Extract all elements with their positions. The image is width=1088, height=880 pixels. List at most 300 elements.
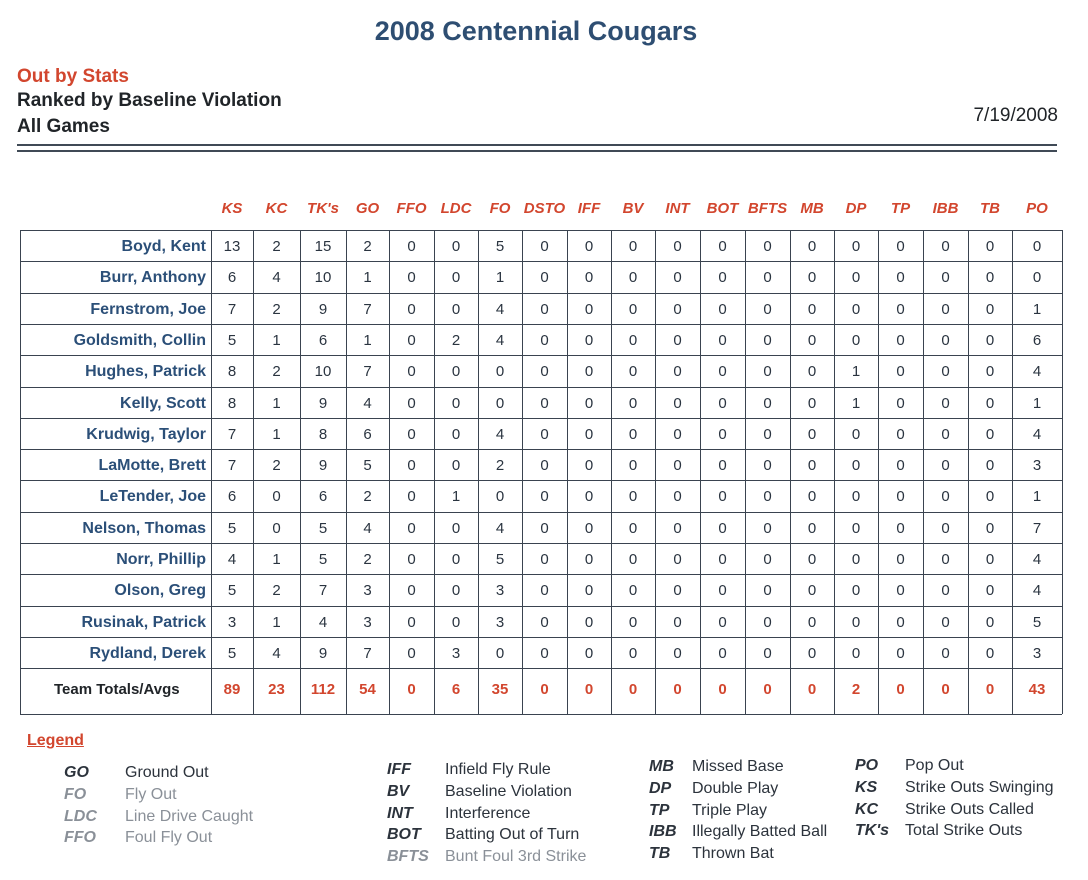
stat-cell: 0	[941, 425, 950, 443]
stat-cell: 0	[451, 519, 461, 537]
stat-cell: 0	[673, 269, 682, 287]
stat-cell: 0	[673, 457, 682, 475]
stat-cell: 0	[673, 613, 682, 631]
player-name: Goldsmith, Collin	[73, 331, 206, 349]
stat-cell: 2	[363, 551, 372, 568]
stat-cell: 6	[363, 425, 372, 443]
stat-cell: 0	[272, 519, 281, 537]
stat-cell: 0	[407, 519, 416, 537]
stat-cell: 7	[1032, 519, 1042, 537]
stat-cell: 0	[851, 425, 861, 443]
player-name: Burr, Anthony	[99, 269, 206, 287]
stat-cell: 6	[318, 488, 328, 506]
total-cell: 0	[896, 681, 905, 699]
player-name: Hughes, Patrick	[85, 363, 206, 381]
stat-cell: 0	[985, 363, 995, 381]
player-name: Norr, Phillip	[116, 551, 206, 568]
table-row	[20, 637, 1062, 668]
total-cell: 43	[1028, 681, 1046, 699]
legend-description: Ground Out	[125, 764, 209, 781]
stat-cell: 0	[673, 425, 682, 443]
stat-cell: 3	[451, 644, 461, 662]
stat-cell: 2	[272, 457, 281, 475]
legend-description: Baseline Violation	[445, 782, 572, 800]
stat-cell: 0	[540, 425, 549, 443]
stat-cell: 8	[227, 363, 237, 381]
stat-cell: 0	[628, 644, 638, 662]
stat-cell: 0	[985, 300, 995, 318]
stat-cell: 0	[985, 582, 995, 600]
stat-cell: 0	[718, 300, 727, 318]
column-header: BOT	[706, 200, 739, 217]
total-cell: 0	[985, 681, 995, 699]
stat-cell: 0	[540, 394, 549, 412]
legend-code: INT	[387, 804, 413, 822]
stat-cell: 0	[628, 582, 638, 600]
stat-cell: 0	[584, 519, 594, 537]
stat-cell: 1	[272, 551, 281, 568]
stat-cell: 4	[363, 394, 372, 412]
total-cell: 89	[223, 681, 241, 699]
stat-cell: 3	[363, 582, 372, 600]
stat-cell: 1	[272, 425, 281, 443]
legend-description: Total Strike Outs	[905, 822, 1023, 840]
stat-cell: 0	[896, 238, 905, 255]
stat-cell: 0	[584, 488, 594, 506]
stat-cell: 3	[227, 613, 237, 631]
stat-cell: 0	[1032, 238, 1042, 255]
stat-cell: 0	[896, 488, 905, 506]
stat-cell: 0	[628, 238, 638, 255]
stat-cell: 0	[673, 582, 682, 600]
stat-cell: 1	[272, 331, 281, 349]
stat-cell: 0	[673, 331, 682, 349]
stat-cell: 5	[227, 582, 237, 600]
stat-cell: 0	[628, 425, 638, 443]
stat-cell: 0	[540, 613, 549, 631]
stat-cell: 0	[807, 331, 817, 349]
stat-cell: 0	[407, 238, 416, 255]
stat-cell: 0	[540, 644, 549, 662]
stat-cell: 0	[272, 488, 281, 506]
total-cell: 112	[310, 681, 336, 699]
stat-cell: 3	[495, 613, 505, 631]
stat-cell: 0	[763, 269, 772, 287]
totals-row	[20, 668, 1062, 714]
stat-cell: 0	[807, 582, 817, 600]
legend-description: Line Drive Caught	[125, 807, 254, 825]
stat-cell: 0	[941, 331, 950, 349]
table-row	[20, 606, 1062, 637]
column-header: BV	[622, 200, 644, 217]
stat-cell: 0	[451, 425, 461, 443]
stat-cell: 7	[363, 363, 372, 381]
stat-cell: 0	[673, 394, 682, 412]
stat-cell: 0	[896, 613, 905, 631]
stat-cell: 0	[807, 644, 817, 662]
stat-cell: 0	[851, 519, 861, 537]
stat-cell: 0	[851, 488, 861, 506]
column-header: FO	[489, 200, 511, 217]
stat-cell: 0	[407, 582, 416, 600]
stat-cell: 5	[318, 519, 328, 537]
stat-cell: 0	[718, 644, 727, 662]
stat-cell: 10	[314, 363, 332, 381]
stat-cell: 0	[985, 488, 995, 506]
table-bottom-border	[20, 714, 1062, 715]
stat-cell: 3	[1032, 644, 1042, 662]
total-cell: 0	[941, 681, 950, 699]
stat-cell: 0	[584, 238, 594, 255]
legend-code: FO	[64, 785, 87, 803]
stat-cell: 0	[451, 613, 461, 631]
stat-cell: 0	[407, 551, 416, 568]
stat-cell: 0	[941, 519, 950, 537]
stat-cell: 0	[807, 363, 817, 381]
header-divider	[17, 144, 1057, 146]
legend-description: Thrown Bat	[692, 845, 774, 863]
stat-cell: 0	[896, 519, 905, 537]
total-cell: 0	[718, 681, 727, 699]
stat-cell: 0	[1032, 269, 1042, 287]
stat-cell: 0	[763, 300, 772, 318]
stat-cell: 0	[763, 519, 772, 537]
stat-cell: 0	[851, 457, 861, 475]
stat-cell: 4	[1032, 551, 1042, 568]
stat-cell: 9	[318, 457, 328, 475]
player-name: Boyd, Kent	[121, 238, 206, 255]
stat-cell: 4	[272, 269, 281, 287]
legend-description: Bunt Foul 3rd Strike	[445, 848, 587, 866]
stat-cell: 0	[540, 519, 549, 537]
stat-cell: 0	[718, 582, 727, 600]
stat-cell: 0	[628, 363, 638, 381]
stat-cell: 0	[851, 331, 861, 349]
stat-cell: 0	[763, 457, 772, 475]
stat-cell: 2	[272, 582, 281, 600]
stat-cell: 0	[451, 238, 461, 255]
stat-cell: 0	[584, 394, 594, 412]
stat-cell: 0	[540, 582, 549, 600]
column-header: KS	[221, 200, 243, 217]
stat-cell: 0	[851, 269, 861, 287]
legend-code: LDC	[64, 807, 97, 825]
stat-cell: 0	[763, 238, 772, 255]
stat-cell: 0	[896, 425, 905, 443]
stat-cell: 0	[763, 582, 772, 600]
stat-cell: 1	[851, 363, 861, 381]
stat-cell: 0	[807, 551, 817, 568]
stat-cell: 6	[227, 488, 237, 506]
stat-cell: 0	[718, 394, 727, 412]
stat-cell: 0	[540, 300, 549, 318]
column-header: PO	[1026, 200, 1048, 217]
stat-cell: 1	[1032, 394, 1042, 412]
player-name: Nelson, Thomas	[82, 519, 206, 537]
legend-code: MB	[649, 758, 674, 775]
total-cell: 0	[807, 681, 817, 699]
table-row	[20, 324, 1062, 355]
stat-cell: 4	[227, 551, 237, 568]
stat-cell: 7	[318, 582, 328, 600]
total-cell: 0	[763, 681, 772, 699]
legend-description: Double Play	[692, 779, 779, 797]
stat-cell: 0	[896, 300, 905, 318]
stat-cell: 0	[407, 331, 416, 349]
stat-cell: 4	[272, 644, 281, 662]
legend-description: Infield Fly Rule	[445, 761, 551, 778]
stat-cell: 1	[1032, 488, 1042, 506]
column-header: IBB	[932, 200, 959, 217]
stat-cell: 0	[985, 425, 995, 443]
stat-cell: 2	[363, 488, 372, 506]
stat-cell: 10	[314, 269, 332, 287]
stat-cell: 0	[407, 394, 416, 412]
legend-code: BV	[387, 782, 410, 800]
legend-description: Batting Out of Turn	[445, 826, 580, 844]
stat-cell: 0	[807, 300, 817, 318]
stat-cell: 0	[985, 457, 995, 475]
player-name: Rydland, Derek	[89, 644, 206, 662]
stat-cell: 0	[807, 269, 817, 287]
table-row	[20, 543, 1062, 574]
legend-code: BFTS	[387, 848, 429, 866]
stat-cell: 0	[584, 331, 594, 349]
legend-code: KS	[855, 778, 878, 796]
table-row	[20, 355, 1062, 386]
stat-cell: 2	[495, 457, 505, 475]
stat-cell: 0	[718, 519, 727, 537]
stat-cell: 4	[318, 613, 328, 631]
stat-cell: 0	[807, 238, 817, 255]
stat-cell: 3	[363, 613, 372, 631]
stat-cell: 3	[1032, 457, 1042, 475]
stat-cell: 0	[718, 238, 727, 255]
stat-cell: 2	[272, 300, 281, 318]
stat-cell: 0	[673, 488, 682, 506]
stat-cell: 4	[495, 425, 505, 443]
totals-label: Team Totals/Avgs	[54, 681, 180, 699]
stat-cell: 0	[407, 425, 416, 443]
stat-cell: 7	[227, 300, 237, 318]
stat-cell: 0	[985, 269, 995, 287]
stat-cell: 0	[451, 300, 461, 318]
table-row	[20, 512, 1062, 543]
table-row	[20, 230, 1062, 261]
stat-cell: 0	[451, 551, 461, 568]
stat-cell: 0	[584, 363, 594, 381]
player-name: Fernstrom, Joe	[90, 300, 206, 318]
stat-cell: 5	[227, 519, 237, 537]
stat-cell: 0	[540, 551, 549, 568]
stat-cell: 0	[628, 269, 638, 287]
stat-cell: 13	[223, 238, 241, 255]
stat-cell: 0	[896, 269, 905, 287]
total-cell: 23	[268, 681, 285, 699]
stat-cell: 9	[318, 300, 328, 318]
stat-cell: 0	[718, 363, 727, 381]
legend-code: TK's	[855, 822, 890, 840]
table-row	[20, 574, 1062, 605]
column-header: INT	[665, 200, 690, 217]
total-cell: 6	[451, 681, 461, 699]
legend-code: GO	[64, 764, 89, 781]
stat-cell: 0	[718, 551, 727, 568]
legend-description: Strike Outs Called	[905, 800, 1034, 818]
stat-cell: 0	[540, 331, 549, 349]
stat-cell: 0	[495, 644, 505, 662]
stat-cell: 5	[1032, 613, 1042, 631]
stat-cell: 4	[1032, 582, 1042, 600]
stat-cell: 0	[941, 488, 950, 506]
stat-cell: 0	[540, 363, 549, 381]
stat-cell: 0	[628, 457, 638, 475]
player-name: Krudwig, Taylor	[86, 425, 206, 443]
stat-cell: 1	[851, 394, 861, 412]
stat-cell: 0	[763, 363, 772, 381]
stat-cell: 0	[407, 363, 416, 381]
stat-cell: 0	[896, 551, 905, 568]
player-name: Rusinak, Patrick	[81, 613, 206, 631]
legend-description: Strike Outs Swinging	[905, 778, 1054, 796]
stat-cell: 5	[227, 644, 237, 662]
stat-cell: 0	[941, 457, 950, 475]
stat-cell: 0	[584, 644, 594, 662]
column-header: TK's	[307, 200, 339, 217]
stat-cell: 0	[941, 269, 950, 287]
stat-cell: 15	[314, 238, 332, 255]
stat-cell: 4	[495, 300, 505, 318]
stat-cell: 0	[941, 363, 950, 381]
column-header: LDC	[440, 200, 472, 217]
column-header: DP	[845, 200, 867, 217]
stat-cell: 8	[227, 394, 237, 412]
stat-cell: 0	[807, 488, 817, 506]
stat-cell: 0	[851, 300, 861, 318]
table-row	[20, 387, 1062, 418]
stat-cell: 0	[896, 457, 905, 475]
stat-cell: 6	[227, 269, 237, 287]
stat-cell: 4	[363, 519, 372, 537]
stat-cell: 0	[985, 394, 995, 412]
legend-code: BOT	[387, 826, 421, 844]
stat-cell: 0	[673, 644, 682, 662]
column-header: DSTO	[523, 200, 566, 217]
legend-code: PO	[855, 757, 879, 774]
stat-cell: 0	[941, 394, 950, 412]
stat-cell: 0	[495, 394, 505, 412]
column-header: FFO	[396, 200, 427, 217]
stat-cell: 0	[718, 457, 727, 475]
total-cell: 0	[540, 681, 549, 699]
stat-cell: 0	[718, 488, 727, 506]
table-column-divider	[1062, 230, 1063, 714]
stat-cell: 0	[718, 425, 727, 443]
stat-cell: 0	[584, 300, 594, 318]
stat-cell: 0	[807, 519, 817, 537]
legend-description: Interference	[445, 804, 531, 822]
stat-cell: 5	[363, 457, 372, 475]
stat-cell: 1	[451, 488, 461, 506]
stat-cell: 5	[495, 551, 505, 568]
stat-cell: 8	[318, 425, 328, 443]
stat-cell: 4	[495, 331, 505, 349]
stat-cell: 0	[628, 331, 638, 349]
stat-cell: 0	[540, 488, 549, 506]
stat-cell: 0	[628, 488, 638, 506]
legend-code: IBB	[649, 823, 677, 841]
stat-cell: 1	[1032, 300, 1042, 318]
stat-cell: 0	[807, 394, 817, 412]
stat-cell: 0	[807, 425, 817, 443]
stat-cell: 0	[451, 363, 461, 381]
stat-cell: 1	[495, 269, 505, 287]
legend-code: KC	[855, 800, 879, 818]
legend-code: IFF	[387, 761, 411, 778]
stat-cell: 0	[584, 582, 594, 600]
total-cell: 54	[359, 681, 376, 699]
stat-cell: 0	[941, 613, 950, 631]
stat-cell: 0	[451, 269, 461, 287]
stat-cell: 0	[985, 519, 995, 537]
column-header: TP	[890, 200, 911, 217]
stat-cell: 0	[763, 331, 772, 349]
table-row	[20, 418, 1062, 449]
table-row	[20, 480, 1062, 511]
ranking-label: Ranked by Baseline Violation	[17, 90, 282, 111]
stat-cell: 0	[673, 300, 682, 318]
stat-cell: 0	[763, 394, 772, 412]
stat-cell: 0	[941, 238, 950, 255]
stat-cell: 0	[896, 363, 905, 381]
legend-description: Fly Out	[125, 785, 177, 803]
stat-cell: 4	[1032, 363, 1042, 381]
stat-cell: 0	[407, 488, 416, 506]
header-divider	[17, 150, 1057, 152]
stat-cell: 0	[763, 613, 772, 631]
column-header: KC	[265, 200, 288, 217]
stat-cell: 0	[896, 331, 905, 349]
stat-cell: 0	[673, 363, 682, 381]
games-scope-label: All Games	[17, 116, 110, 137]
stat-cell: 0	[985, 551, 995, 568]
stat-cell: 6	[318, 331, 328, 349]
legend-code: DP	[649, 779, 672, 797]
stat-cell: 1	[363, 269, 372, 287]
stat-cell: 0	[407, 269, 416, 287]
stat-cell: 0	[628, 551, 638, 568]
stat-cell: 0	[584, 613, 594, 631]
player-name: LaMotte, Brett	[98, 457, 206, 475]
legend-description: Missed Base	[692, 758, 784, 775]
stat-cell: 0	[718, 613, 727, 631]
stat-cell: 2	[363, 238, 372, 255]
stat-cell: 2	[272, 238, 281, 255]
total-cell: 0	[673, 681, 682, 699]
stat-cell: 0	[673, 551, 682, 568]
stat-cell: 0	[851, 238, 861, 255]
stat-cell: 0	[896, 394, 905, 412]
stat-cell: 2	[451, 331, 461, 349]
stat-cell: 0	[628, 519, 638, 537]
stat-cell: 9	[318, 394, 328, 412]
stat-cell: 0	[407, 457, 416, 475]
legend-description: Foul Fly Out	[125, 829, 213, 847]
column-header: IFF	[577, 200, 601, 217]
legend-code: TB	[649, 845, 671, 863]
total-cell: 0	[407, 681, 416, 699]
stat-cell: 0	[985, 613, 995, 631]
